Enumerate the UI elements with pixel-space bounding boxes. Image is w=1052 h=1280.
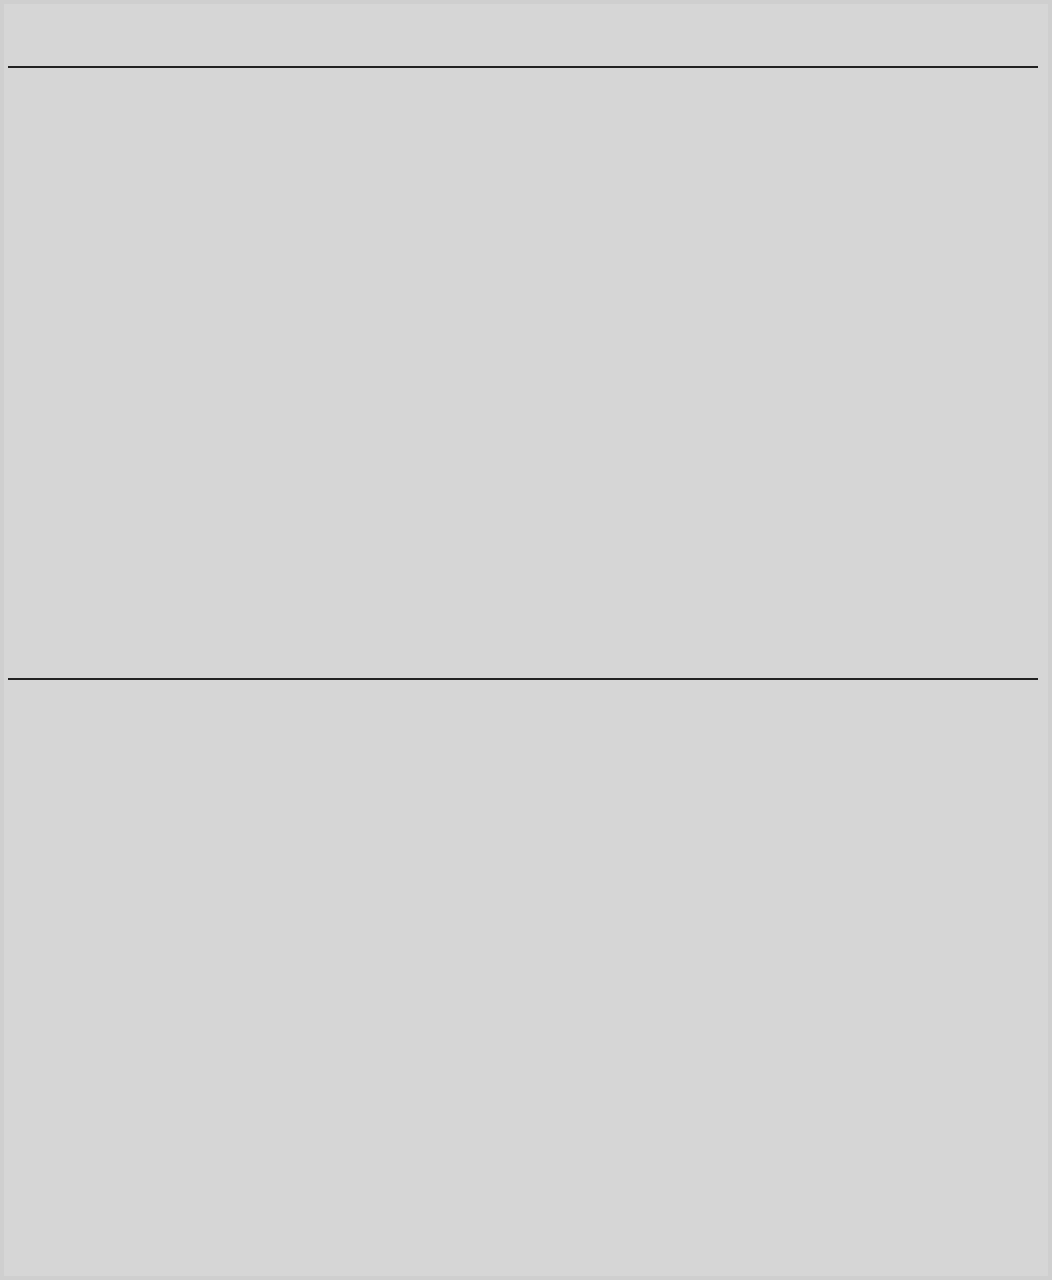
timetable-page — [4, 4, 1048, 1276]
bottom-timetable — [8, 678, 1038, 680]
top-table-heading — [44, 34, 1034, 64]
top-timetable — [8, 66, 1038, 68]
